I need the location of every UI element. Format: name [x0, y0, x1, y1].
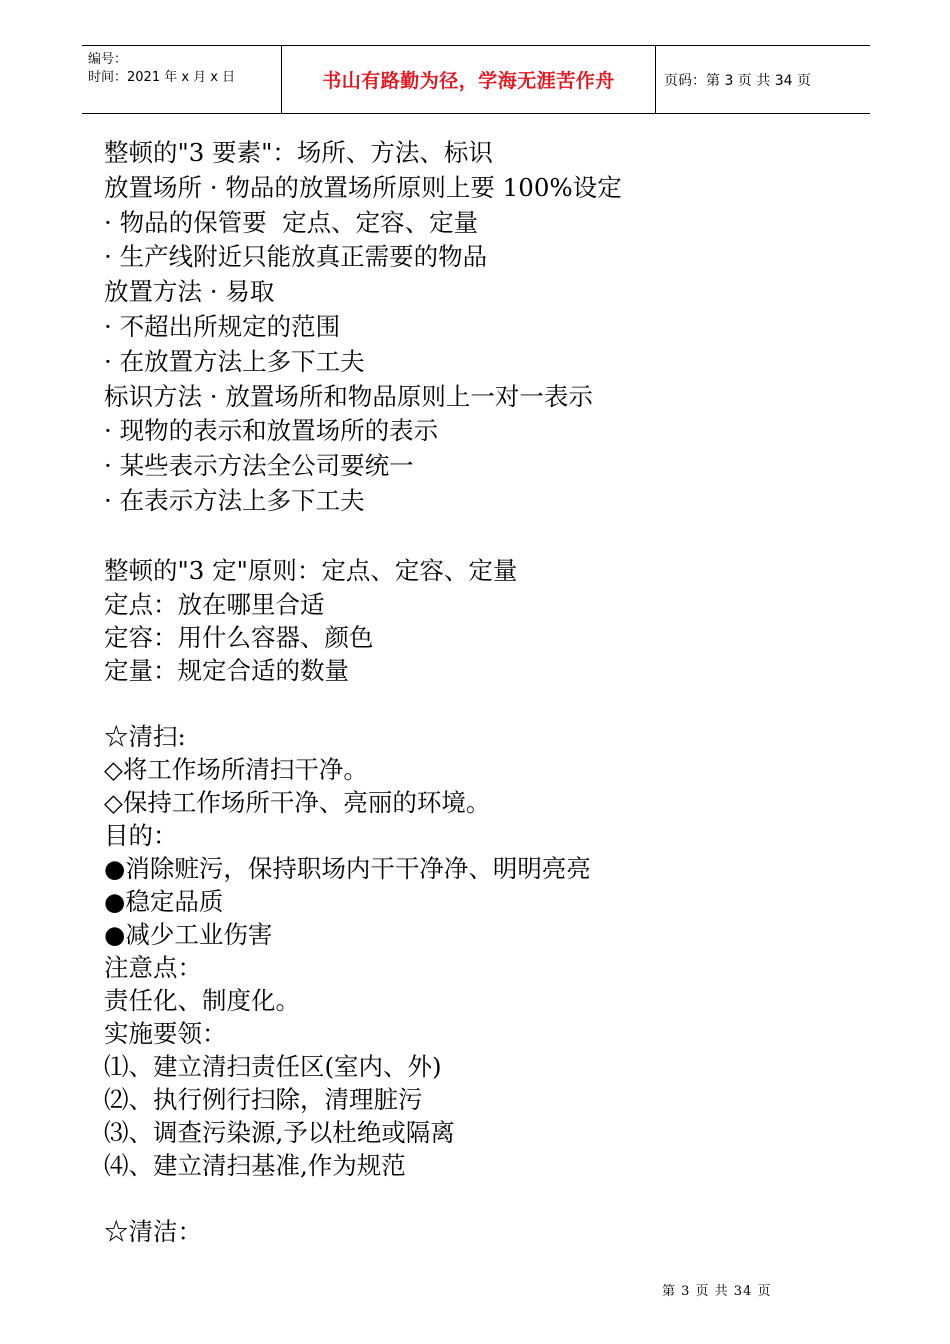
- text-line: 整顿的"3 要素"：场所、方法、标识: [104, 138, 493, 167]
- text-line: 责任化、制度化。: [104, 986, 300, 1016]
- text-line: ●稳定品质: [104, 887, 224, 917]
- text-line: 放置场所 · 物品的放置场所原则上要 100%设定: [104, 172, 622, 202]
- blank-line: [104, 687, 864, 720]
- text-line: ◇将工作场所清扫干净。: [104, 755, 368, 785]
- blank-line: [104, 1182, 864, 1215]
- section-heading: ☆清扫:: [104, 722, 186, 752]
- text-line: 定点：放在哪里合适: [104, 590, 325, 620]
- header-meta: [82, 46, 281, 113]
- text-line: ●减少工业伤害: [104, 920, 273, 950]
- document-body: [104, 136, 864, 1248]
- text-line: 定容：用什么容器、颜色: [104, 623, 374, 653]
- text-line: ●消除赃污，保持职场内干干净净、明明亮亮: [104, 854, 591, 884]
- header-page-info: 页码：第 3 页 共 34 页: [664, 72, 811, 89]
- text-line: 整顿的"3 定"原则：定点、定容、定量: [104, 555, 518, 585]
- text-line: ◇保持工作场所干净、亮丽的环境。: [104, 788, 491, 818]
- text-line: 注意点：: [104, 953, 202, 983]
- text-line: 实施要领：: [104, 1019, 227, 1049]
- page-header: [82, 45, 870, 114]
- text-line: · 生产线附近只能放真正需要的物品: [104, 242, 488, 272]
- blank-line: [104, 519, 864, 554]
- text-line: ⑷、建立清扫基准,作为规范: [104, 1151, 406, 1181]
- number-label: 编号：: [88, 52, 128, 67]
- section-heading: ☆清洁：: [104, 1217, 202, 1247]
- text-line: 放置方法 · 易取: [104, 277, 275, 307]
- text-line: · 现物的表示和放置场所的表示: [104, 416, 439, 446]
- page-footer: 第 3 页 共 34 页: [662, 1284, 772, 1299]
- time-label: 时间：2021 年 x 月 x 日: [88, 70, 236, 85]
- text-line: ⑵、执行例行扫除，清理脏污: [104, 1085, 423, 1115]
- text-line: 标识方法 · 放置场所和物品原则上一对一表示: [104, 381, 593, 411]
- text-line: 目的：: [104, 821, 178, 851]
- text-line: · 某些表示方法全公司要统一: [104, 451, 414, 481]
- text-line: · 在放置方法上多下工夫: [104, 346, 365, 376]
- text-line: · 物品的保管要 定点、定容、定量: [104, 207, 479, 237]
- text-line: · 在表示方法上多下工夫: [104, 485, 365, 515]
- text-line: ⑴、建立清扫责任区(室内、外): [104, 1052, 442, 1082]
- text-line: · 不超出所规定的范围: [104, 311, 341, 341]
- text-line: ⑶、调查污染源,予以杜绝或隔离: [104, 1118, 455, 1148]
- text-line: 定量：规定合适的数量: [104, 656, 349, 686]
- header-motto: 书山有路勤为径，学海无涯苦作舟: [322, 70, 615, 92]
